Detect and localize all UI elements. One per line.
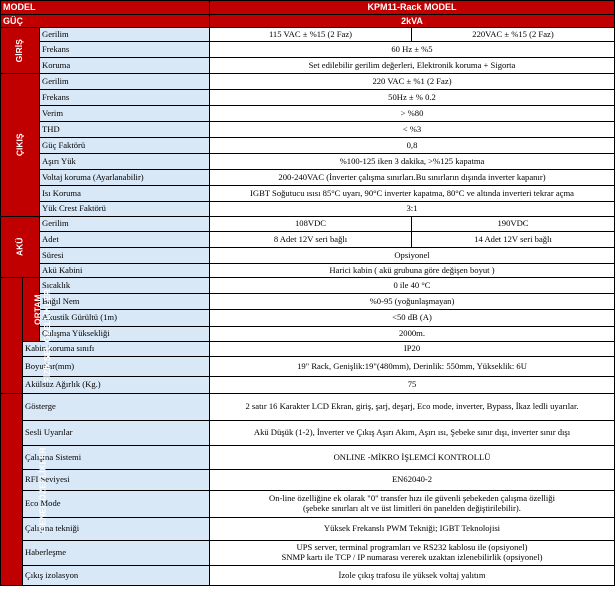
table-row bbox=[1, 446, 615, 470]
battery-voltage-right: 190VDC bbox=[412, 217, 615, 232]
battery-cabinet-value: Harici kabin ( akü grubuna göre değişen boyut ) bbox=[210, 264, 615, 278]
output-value: < %3 bbox=[210, 122, 615, 138]
general-value: Akü Düşük (1-2), İnverter ve Çıkış Aşırı Akım, Aşırı ısı, Şebeke sınır dışı, inverter sınır dışı bbox=[210, 421, 615, 446]
output-value: 200-240VAC (İnverter çalışma sınırları.Bu sınırların dışında inverter kapanır) bbox=[210, 170, 615, 186]
power-value: 2kVA bbox=[210, 15, 615, 28]
output-label: Yük Crest Faktörü bbox=[40, 202, 210, 217]
output-value: 3:1 bbox=[210, 202, 615, 217]
table-row bbox=[1, 58, 615, 74]
table-row bbox=[1, 186, 615, 202]
input-voltage-label: Gerilim bbox=[40, 28, 210, 42]
table-row bbox=[1, 310, 615, 327]
input-frequency-value: 60 Hz ± %5 bbox=[210, 42, 615, 58]
physical-label: Akülsüz Ağırlık (Kg.) bbox=[23, 377, 210, 394]
model-label: MODEL bbox=[1, 1, 210, 15]
env-label: Bağıl Nem bbox=[40, 294, 210, 310]
battery-count-left: 8 Adet 12V seri bağlı bbox=[210, 232, 412, 248]
battery-duration-label: Süresi bbox=[40, 248, 210, 264]
output-value: 220 VAC ± %1 (2 Faz) bbox=[210, 74, 615, 90]
output-value: 50Hz ± % 0.2 bbox=[210, 90, 615, 106]
env-value: 2000m. bbox=[210, 327, 615, 342]
table-row bbox=[1, 518, 615, 541]
input-voltage-right: 220VAC ± %15 (2 Faz) bbox=[412, 28, 615, 42]
general-value: ONLINE -MİKRO İŞLEMCİ KONTROLLÜ bbox=[210, 446, 615, 470]
general-value: 2 satır 16 Karakter LCD Ekran, giriş, şarj, deşarj, Eco mode, inverter, Bypass, İkaz ledli uyarılar. bbox=[210, 394, 615, 421]
general-label: Haberleşme bbox=[23, 541, 210, 566]
output-value: IGBT Soğutucu ısısı 85°C uyarı, 90°C inverter kapatma, 80°C ve altında inverteri tekrar açma bbox=[210, 186, 615, 202]
output-label: Frekans bbox=[40, 90, 210, 106]
general-value: On-line özelliğine ek olarak "0" transfer hızı ile güvenli şebekeden çalışma özelliği (şebeke sınırları alt ve üst limitleri ön panelden değiştirilebilir). bbox=[210, 491, 615, 518]
table-row bbox=[1, 28, 615, 42]
table-row bbox=[1, 264, 615, 278]
table-row bbox=[1, 106, 615, 122]
input-voltage-left: 115 VAC ± %15 (2 Faz) bbox=[210, 28, 412, 42]
section-battery: AKÜ bbox=[1, 217, 40, 278]
table-row bbox=[1, 294, 615, 310]
env-value: <50 dB (A) bbox=[210, 310, 615, 327]
battery-voltage-label: Gerilim bbox=[40, 217, 210, 232]
physical-value: IP20 bbox=[210, 342, 615, 357]
table-row bbox=[1, 90, 615, 106]
battery-count-label: Adet bbox=[40, 232, 210, 248]
input-protection-value: Set edilebilir gerilim değerleri, Elektronik koruma + Sigorta bbox=[210, 58, 615, 74]
model-value: KPM11-Rack MODEL bbox=[210, 1, 615, 15]
env-label: Akustik Gürültü (1m) bbox=[40, 310, 210, 327]
env-label: Çalışma Yüksekliği bbox=[40, 327, 210, 342]
output-label: Gerilim bbox=[40, 74, 210, 90]
table-row bbox=[1, 470, 615, 491]
table-row bbox=[1, 42, 615, 58]
output-label: Voltaj koruma (Ayarlanabilir) bbox=[40, 170, 210, 186]
section-input: GİRİŞ bbox=[1, 28, 40, 74]
output-label: Verim bbox=[40, 106, 210, 122]
physical-value: 19" Rack, Genişlik:19"(480mm), Derinlik: 550mm, Yükseklik: 6U bbox=[210, 357, 615, 377]
table-row bbox=[1, 154, 615, 170]
output-label: Aşırı Yük bbox=[40, 154, 210, 170]
physical-value: 75 bbox=[210, 377, 615, 394]
general-label: Sesli Uyarılar bbox=[23, 421, 210, 446]
section-output: ÇIKIŞ bbox=[1, 74, 40, 217]
input-frequency-label: Frekans bbox=[40, 42, 210, 58]
output-label: Güç Faktörü bbox=[40, 138, 210, 154]
general-value: İzole çıkış trafosu ile yüksek voltaj yalıtım bbox=[210, 566, 615, 586]
table-row bbox=[1, 122, 615, 138]
battery-count-right: 14 Adet 12V seri bağlı bbox=[412, 232, 615, 248]
table-row bbox=[1, 170, 615, 186]
table-row bbox=[1, 217, 615, 232]
general-value: EN62040-2 bbox=[210, 470, 615, 491]
table-row bbox=[1, 566, 615, 586]
output-label: Isı Koruma bbox=[40, 186, 210, 202]
general-label: Çalışma tekniği bbox=[23, 518, 210, 541]
battery-voltage-left: 108VDC bbox=[210, 217, 412, 232]
physical-label: Kabin koruma sınıfı bbox=[23, 342, 210, 357]
table-row bbox=[1, 138, 615, 154]
section-environment: ORTAM bbox=[23, 278, 40, 342]
table-row bbox=[1, 248, 615, 264]
table-row bbox=[1, 1, 615, 15]
battery-cabinet-label: Akü Kabini bbox=[40, 264, 210, 278]
input-protection-label: Koruma bbox=[40, 58, 210, 74]
output-label: THD bbox=[40, 122, 210, 138]
env-value: 0 ile 40 °C bbox=[210, 278, 615, 294]
table-row bbox=[1, 394, 615, 421]
general-value: Yüksek Frekanslı PWM Tekniği; IGBT Teknolojisi bbox=[210, 518, 615, 541]
general-label: Gösterge bbox=[23, 394, 210, 421]
battery-duration-value: Opsiyonel bbox=[210, 248, 615, 264]
table-row bbox=[1, 377, 615, 394]
general-label: Eco Mode bbox=[23, 491, 210, 518]
general-label: RFI Seviyesi bbox=[23, 470, 210, 491]
table-row bbox=[1, 357, 615, 377]
env-value: %0-95 (yoğunlaşmayan) bbox=[210, 294, 615, 310]
general-label: Çalışma Sistemi bbox=[23, 446, 210, 470]
physical-label: Boyutlar(mm) bbox=[23, 357, 210, 377]
general-label: Çıkış izolasyon bbox=[23, 566, 210, 586]
table-row bbox=[1, 74, 615, 90]
section-general: GENEL ÖZELLİKLER bbox=[1, 394, 23, 586]
table-row bbox=[1, 278, 615, 294]
table-row bbox=[1, 15, 615, 28]
section-physical: FİZİKSEL ÖZELLİKLER bbox=[1, 278, 23, 394]
output-value: > %80 bbox=[210, 106, 615, 122]
output-value: 0,8 bbox=[210, 138, 615, 154]
table-row bbox=[1, 327, 615, 342]
table-row bbox=[1, 491, 615, 518]
env-label: Sıcaklık bbox=[40, 278, 210, 294]
table-row bbox=[1, 342, 615, 357]
table-row bbox=[1, 421, 615, 446]
power-label: GÜÇ bbox=[1, 15, 210, 28]
table-row bbox=[1, 202, 615, 217]
general-value: UPS server, terminal programları ve RS232 kablosu ile (opsiyonel) SNMP kartı ile TCP / IP numarası vererek uzaktan izlenebilirlik (opsiyonel) bbox=[210, 541, 615, 566]
table-row bbox=[1, 541, 615, 566]
table-row bbox=[1, 232, 615, 248]
output-value: %100-125 iken 3 dakika, >%125 kapatma bbox=[210, 154, 615, 170]
